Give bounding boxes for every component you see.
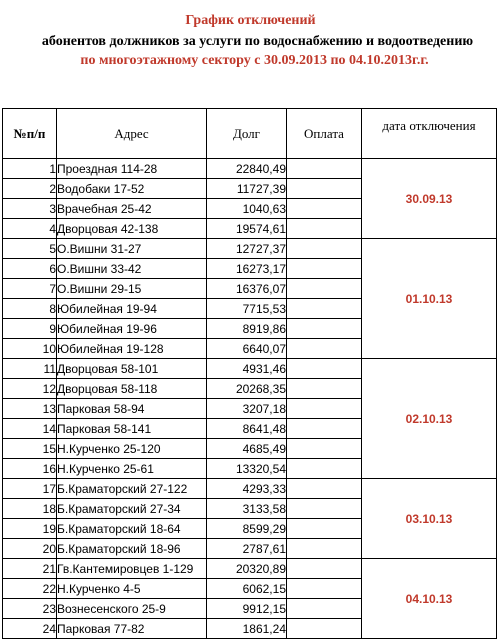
address-cell: О.Вишни 29-15 xyxy=(57,279,207,299)
payment-cell xyxy=(287,579,362,599)
row-number: 15 xyxy=(3,439,57,459)
debt-cell: 13320,54 xyxy=(207,459,287,479)
table-row xyxy=(3,479,497,499)
payment-cell xyxy=(287,359,362,379)
table-body xyxy=(3,159,497,639)
payment-cell xyxy=(287,419,362,439)
table-header-row xyxy=(3,109,497,159)
period-line: по многоэтажному сектору с 30.09.2013 по 04.10.2013г.г. xyxy=(80,53,429,68)
address-cell: Н.Курченко 4-5 xyxy=(57,579,207,599)
address-cell: Врачебная 25-42 xyxy=(57,199,207,219)
payment-cell xyxy=(287,239,362,259)
address-cell: Н.Курченко 25-120 xyxy=(57,439,207,459)
address-cell: Юбилейная 19-128 xyxy=(57,339,207,359)
address-cell: О.Вишни 33-42 xyxy=(57,259,207,279)
row-number: 14 xyxy=(3,419,57,439)
payment-cell xyxy=(287,519,362,539)
row-number: 7 xyxy=(3,279,57,299)
row-number: 22 xyxy=(3,579,57,599)
debt-cell: 8641,48 xyxy=(207,419,287,439)
disconnection-date-cell: 01.10.13 xyxy=(362,239,497,359)
address-cell: Юбилейная 19-94 xyxy=(57,299,207,319)
payment-cell xyxy=(287,199,362,219)
address-cell: О.Вишни 31-27 xyxy=(57,239,207,259)
payment-cell xyxy=(287,219,362,239)
row-number: 13 xyxy=(3,399,57,419)
row-number: 20 xyxy=(3,539,57,559)
address-cell: Водобаки 17-52 xyxy=(57,179,207,199)
payment-cell xyxy=(287,559,362,579)
address-cell: Юбилейная 19-96 xyxy=(57,319,207,339)
address-cell: Гв.Кантемировцев 1-129 xyxy=(57,559,207,579)
address-cell: Б.Краматорский 27-34 xyxy=(57,499,207,519)
payment-cell xyxy=(287,319,362,339)
payment-cell xyxy=(287,499,362,519)
debt-cell: 3133,58 xyxy=(207,499,287,519)
address-cell: Б.Краматорский 18-64 xyxy=(57,519,207,539)
row-number: 2 xyxy=(3,179,57,199)
row-number: 5 xyxy=(3,239,57,259)
debt-cell: 19574,61 xyxy=(207,219,287,239)
row-number: 21 xyxy=(3,559,57,579)
disconnection-date-cell: 02.10.13 xyxy=(362,359,497,479)
column-header-num: №п/п xyxy=(3,109,57,159)
payment-cell xyxy=(287,259,362,279)
column-header-address: Адрес xyxy=(57,109,207,159)
payment-cell xyxy=(287,539,362,559)
debt-cell: 4293,33 xyxy=(207,479,287,499)
payment-cell xyxy=(287,459,362,479)
debt-cell: 7715,53 xyxy=(207,299,287,319)
page-title: График отключений xyxy=(185,13,316,28)
debt-cell: 16273,17 xyxy=(207,259,287,279)
row-number: 9 xyxy=(3,319,57,339)
payment-cell xyxy=(287,439,362,459)
disconnection-date-cell: 04.10.13 xyxy=(362,559,497,639)
debt-cell: 20320,89 xyxy=(207,559,287,579)
row-number: 12 xyxy=(3,379,57,399)
disconnection-date-cell: 03.10.13 xyxy=(362,479,497,559)
address-cell: Дворцовая 42-138 xyxy=(57,219,207,239)
page-subtitle: абонентов должников за услуги по водоснабжению и водоотведению xyxy=(41,34,474,49)
row-number: 8 xyxy=(3,299,57,319)
row-number: 17 xyxy=(3,479,57,499)
debt-cell: 4685,49 xyxy=(207,439,287,459)
column-header-debt: Долг xyxy=(207,109,287,159)
debt-cell: 12727,37 xyxy=(207,239,287,259)
table-row xyxy=(3,159,497,179)
disconnection-table xyxy=(2,108,497,639)
payment-cell xyxy=(287,479,362,499)
debt-cell: 2787,61 xyxy=(207,539,287,559)
table-row xyxy=(3,359,497,379)
row-number: 10 xyxy=(3,339,57,359)
address-cell: Проездная 114-28 xyxy=(57,159,207,179)
row-number: 11 xyxy=(3,359,57,379)
debt-cell: 6062,15 xyxy=(207,579,287,599)
debt-cell: 3207,18 xyxy=(207,399,287,419)
debt-cell: 11727,39 xyxy=(207,179,287,199)
address-cell: Парковая 58-141 xyxy=(57,419,207,439)
address-cell: Дворцовая 58-101 xyxy=(57,359,207,379)
debt-cell: 8599,29 xyxy=(207,519,287,539)
row-number: 24 xyxy=(3,619,57,639)
payment-cell xyxy=(287,399,362,419)
row-number: 19 xyxy=(3,519,57,539)
payment-cell xyxy=(287,379,362,399)
debt-cell: 4931,46 xyxy=(207,359,287,379)
row-number: 6 xyxy=(3,259,57,279)
debt-cell: 20268,35 xyxy=(207,379,287,399)
debt-cell: 8919,86 xyxy=(207,319,287,339)
payment-cell xyxy=(287,159,362,179)
address-cell: Н.Курченко 25-61 xyxy=(57,459,207,479)
debt-cell: 6640,07 xyxy=(207,339,287,359)
address-cell: Б.Краматорский 27-122 xyxy=(57,479,207,499)
row-number: 18 xyxy=(3,499,57,519)
payment-cell xyxy=(287,339,362,359)
payment-cell xyxy=(287,299,362,319)
address-cell: Парковая 58-94 xyxy=(57,399,207,419)
address-cell: Вознесенского 25-9 xyxy=(57,599,207,619)
debt-cell: 22840,49 xyxy=(207,159,287,179)
row-number: 4 xyxy=(3,219,57,239)
address-cell: Дворцовая 58-118 xyxy=(57,379,207,399)
address-cell: Б.Краматорский 18-96 xyxy=(57,539,207,559)
column-header-date: дата отключения xyxy=(362,109,497,159)
row-number: 1 xyxy=(3,159,57,179)
row-number: 16 xyxy=(3,459,57,479)
debt-cell: 9912,15 xyxy=(207,599,287,619)
row-number: 3 xyxy=(3,199,57,219)
payment-cell xyxy=(287,619,362,639)
column-header-payment: Оплата xyxy=(287,109,362,159)
payment-cell xyxy=(287,179,362,199)
address-cell: Парковая 77-82 xyxy=(57,619,207,639)
debt-cell: 1040,63 xyxy=(207,199,287,219)
table-row xyxy=(3,239,497,259)
debt-cell: 1861,24 xyxy=(207,619,287,639)
payment-cell xyxy=(287,279,362,299)
payment-cell xyxy=(287,599,362,619)
table-row xyxy=(3,559,497,579)
row-number: 23 xyxy=(3,599,57,619)
disconnection-date-cell: 30.09.13 xyxy=(362,159,497,239)
debt-cell: 16376,07 xyxy=(207,279,287,299)
